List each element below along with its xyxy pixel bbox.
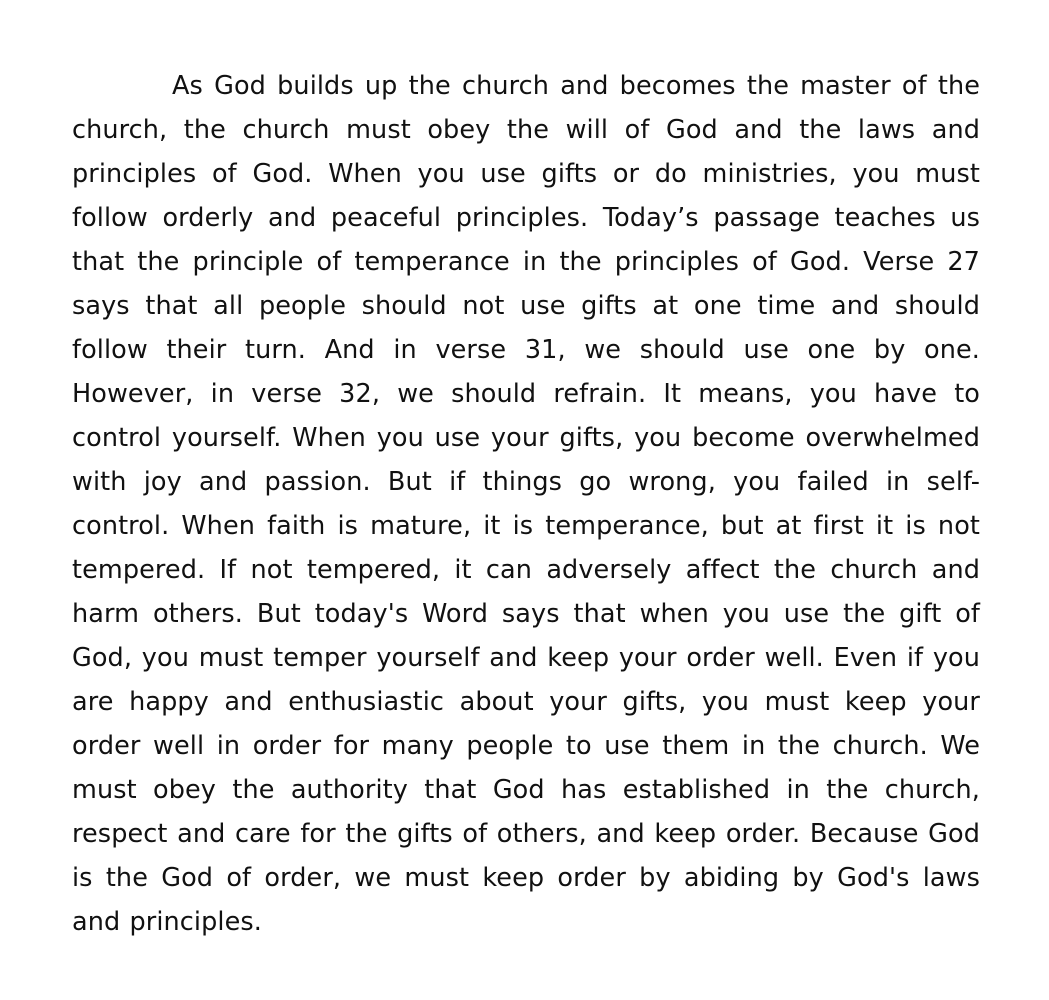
body-paragraph: As God builds up the church and becomes the master of the church, the church must obey the will of God and the laws and principles of God. When you use gifts or do ministries, you must follow orderly and peaceful principles. Today’s passage teaches us that the principle of temperance in the principles of God. Verse 27 says that all people should not use gifts at one time and should follow their turn. And in verse 31, we should use one by one. However, in verse 32, we should refrain. It means, you have to control yourself. When you use your gifts, you become overwhelmed with joy and passion. But if things go wrong, you failed in self-control. When faith is mature, it is temperance, but at first it is not tempered. If not tempered, it can adversely affect the church and harm others. But today's Word says that when you use the gift of God, you must temper yourself and keep your order well. Even if you are happy and enthusiastic about your gifts, you must keep your order well in order for many people to use them in the church. We must obey the authority that God has established in the church, respect and care for the gifts of others, and keep order. Because God is the God of order, we must keep order by abiding by God's laws and principles. (72, 71, 980, 937)
document-page (72, 64, 980, 944)
